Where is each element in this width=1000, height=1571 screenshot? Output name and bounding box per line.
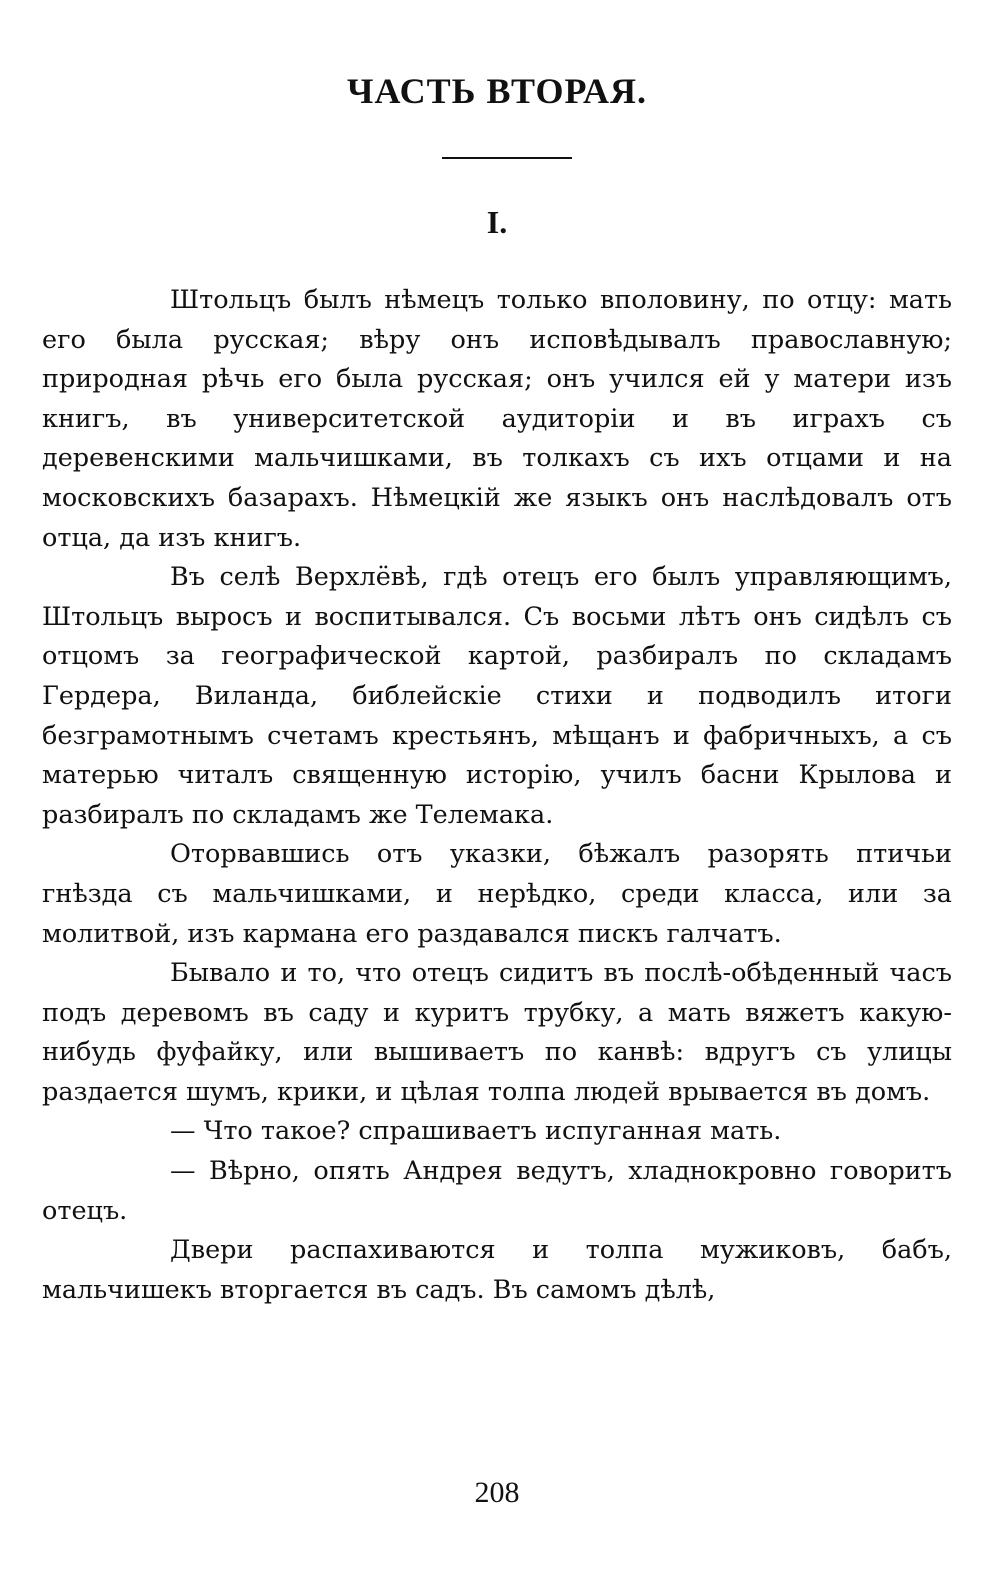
book-page bbox=[42, 0, 952, 1571]
dialogue-line: — Что такое? спрашиваетъ испуганная мать. bbox=[170, 1116, 782, 1147]
paragraph: Въ селѣ Верхлёвѣ, гдѣ отецъ его былъ управляющимъ, Штольцъ выросъ и воспитывался. Съ восьми лѣтъ онъ сидѣлъ съ отцомъ за географической картой, разбиралъ по складамъ Гердера, Виланда, библейскіе стихи и подводилъ итоги безграмотнымъ счетамъ крестьянъ, мѣщанъ и фабричныхъ, а съ матерью читалъ священную исторію, училъ басни Крылова и разбиралъ по складамъ же Телемака. bbox=[42, 562, 952, 830]
paragraph: Бывало и то, что отецъ сидитъ въ послѣ-обѣденный часъ подъ деревомъ въ саду и куритъ трубку, а мать вяжетъ какую-нибудь фуфайку, или вышиваетъ по канвѣ: вдругъ съ улицы раздается шумъ, крики, и цѣлая толпа людей врывается въ домъ. bbox=[42, 958, 952, 1107]
paragraph: Оторвавшись отъ указки, бѣжалъ разорять птичьи гнѣзда съ мальчишками, и нерѣдко, среди класса, или за молитвой, изъ кармана его раздавался пискъ галчатъ. bbox=[42, 839, 952, 949]
page-number: 208 bbox=[474, 1476, 520, 1509]
title-divider bbox=[442, 157, 572, 159]
paragraph: Штольцъ былъ нѣмецъ только вполовину, по отцу: мать его была русская; вѣру онъ исповѣдывалъ православную; природная рѣчь его была русская; онъ учился ей у матери изъ книгъ, въ университетской аудиторіи и въ играхъ съ деревенскими мальчишками, въ толкахъ съ ихъ отцами и на московскихъ базарахъ. Нѣмецкій же языкъ онъ наслѣдовалъ отъ отца, да изъ книгъ. bbox=[42, 285, 952, 553]
chapter-number: I. bbox=[486, 204, 508, 240]
chapter-text bbox=[42, 281, 952, 1310]
dialogue-line: — Вѣрно, опять Андрея ведутъ, хладнокровно говоритъ отецъ. bbox=[42, 1156, 952, 1226]
part-title: ЧАСТЬ ВТОРАЯ. bbox=[347, 71, 647, 111]
paragraph: Двери распахиваются и толпа мужиковъ, бабъ, мальчишекъ вторгается въ садъ. Въ самомъ дѣлѣ, bbox=[42, 1235, 952, 1305]
